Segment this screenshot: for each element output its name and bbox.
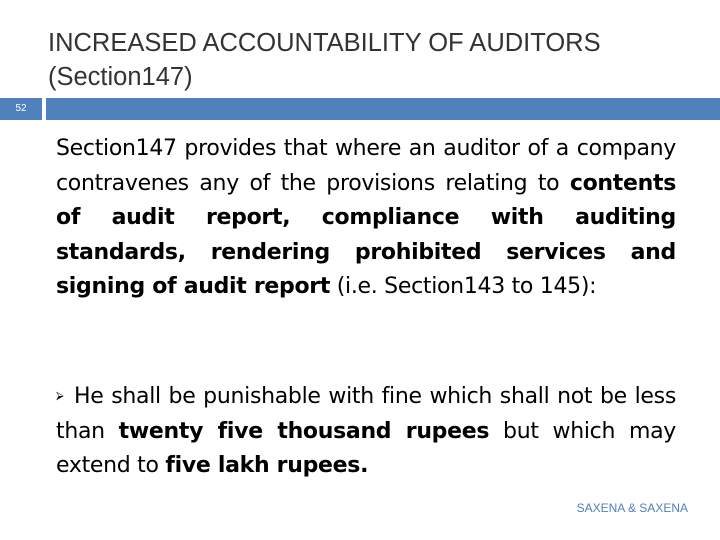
bullet-text-2: but which may extend to (56, 418, 676, 478)
slide-title: INCREASED ACCOUNTABILITY OF AUDITORS (Section147) (48, 29, 601, 91)
intro-text-1: Section147 provides that where an auditor of a company contravenes any of the provisions relating to (56, 136, 676, 196)
intro-paragraph (56, 132, 676, 305)
penalty-bullet (56, 379, 676, 484)
footer-author: SAXENA & SAXENA (576, 501, 688, 515)
title-divider-bar (46, 98, 720, 120)
intro-bold-text: contents of audit report, compliance with auditing standards, rendering prohibited services and signing of audit report (56, 170, 676, 299)
bullet-bold-2: five lakh rupees. (165, 453, 369, 478)
bullet-bold-1: twenty five thousand rupees (118, 418, 490, 444)
arrowhead-bullet-icon: ⮚ (56, 389, 64, 402)
intro-text-2: (i.e. Section143 to 145): (330, 274, 597, 299)
bullet-text-1: He shall be punishable with fine which shall not be less than (56, 384, 676, 444)
slide-number: 52 (0, 98, 42, 120)
